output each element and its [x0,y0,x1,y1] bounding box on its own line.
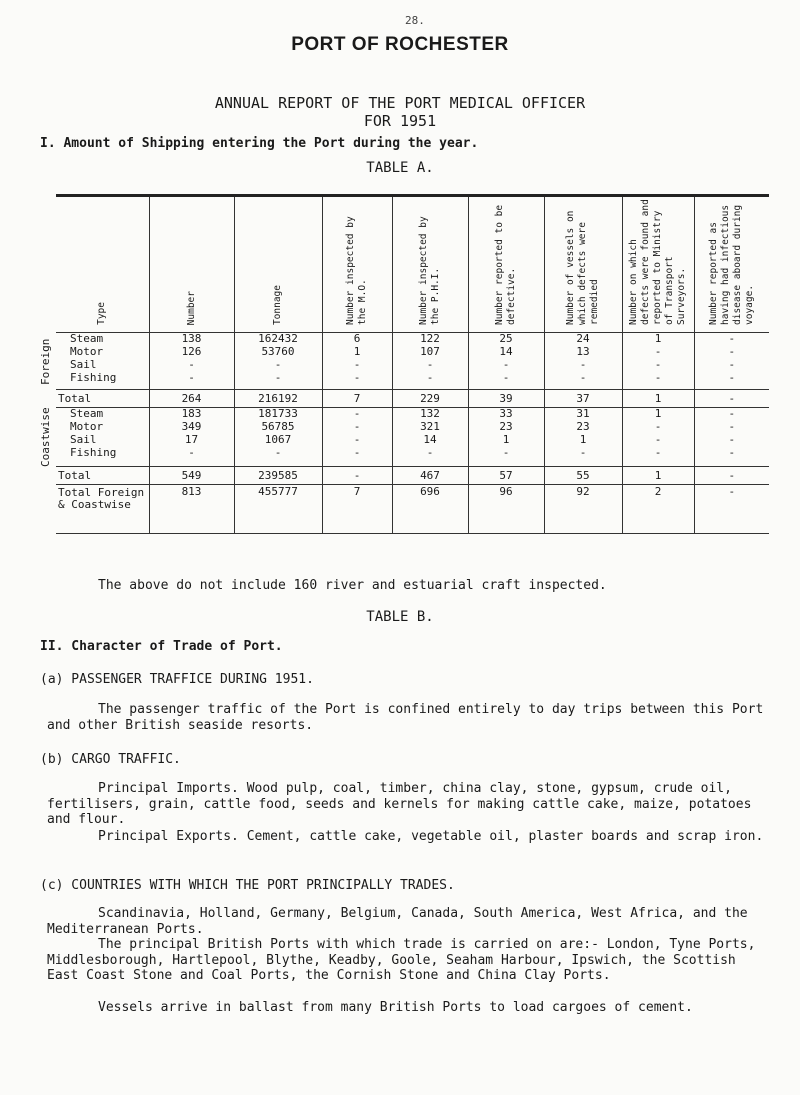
countries-text: Scandinavia, Holland, Germany, Belgium, Canada, South America, West Africa, and the Mediterranean Ports. [47,906,748,937]
foreign-defective-cell: 25 14 - - [468,333,544,390]
coastwise-ministry-cell: 1 - - - [622,408,694,467]
col-header-defective: Number reported to be defective. [468,196,544,333]
col-header-inspected-phi: Number inspected by the P.H.I. [392,196,468,333]
coastwise-defective-cell: 33 23 1 - [468,408,544,467]
cargo-imports: Principal Imports. Wood pulp, coal, timber, china clay, stone, gypsum, crude oil, fertilisers, grain, cattle food, seeds and kernels for making cattle cake, maize, potatoes and flour. [47,781,752,827]
coastwise-remedied-cell: 31 23 1 - [544,408,622,467]
report-title: ANNUAL REPORT OF THE PORT MEDICAL OFFICER [214,94,586,112]
page-number: 28. [405,14,425,27]
col-header-tonnage: Tonnage [234,196,322,333]
coastwise-infectious-cell: - - - - [694,408,769,467]
coastwise-phi-cell: 132 321 14 - [392,408,468,467]
passenger-heading: (a) PASSENGER TRAFFICE DURING 1951. [40,672,314,687]
foreign-infectious-cell: - - - - [694,333,769,390]
coastwise-total-row: Total 549 239585 - 467 57 55 1 - [56,467,769,485]
foreign-remedied-cell: 24 13 - - [544,333,622,390]
report-year: FOR 1951 [363,112,437,130]
countries-heading: (c) COUNTRIES WITH WHICH THE PORT PRINCIPALLY TRADES. [40,878,455,893]
col-header-inspected-mo: Number inspected by the M.O. [322,196,392,333]
section-2-heading: II. Character of Trade of Port. [40,639,283,654]
col-header-infectious: Number reported as having had infectious disease aboard during voyage. [694,196,769,333]
foreign-group-label: Foreign [39,338,52,386]
foreign-phi-cell: 122 107 - - [392,333,468,390]
coastwise-group-label: Coastwise [39,407,52,467]
foreign-type-cell: Foreign Steam Motor Sail Fishing [39,332,117,386]
coastwise-tonnage-cell: 181733 56785 1067 - [234,408,322,467]
coastwise-group-rows [56,408,769,467]
foreign-total-row: Total 264 216192 7 229 39 37 1 - [56,390,769,408]
foreign-mo-cell: 6 1 - - [322,333,392,390]
coastwise-type-cell: Coastwise Steam Motor Sail Fishing [39,407,117,467]
coastwise-number-cell: 183 349 17 - [149,408,234,467]
col-header-type: Type [56,196,149,333]
col-header-remedied: Number of vessels on which defects were remedied [544,196,622,333]
cargo-heading: (b) CARGO TRAFFIC. [40,752,181,767]
passenger-text: The passenger traffic of the Port is confined entirely to day trips between this Port and other British seaside resorts. [47,702,764,733]
foreign-ministry-cell: 1 - - - [622,333,694,390]
section-1-heading: I. Amount of Shipping entering the Port during the year. [40,136,479,151]
coastwise-mo-cell: - - - - [322,408,392,467]
ballast-text: Vessels arrive in ballast from many British Ports to load cargoes of cement. [98,1000,693,1015]
port-title: PORT OF ROCHESTER [291,34,509,55]
table-a-title: TABLE A. [366,160,434,176]
foreign-group-rows [56,333,769,390]
col-header-reported-ministry: Number on which defects were found and reported to Ministry of Transport Surveyors. [622,196,694,333]
ports-text: The principal British Ports with which trade is carried on are:- London, Tyne Ports, Middlesborough, Hartlepool, Blythe, Keadby, Goole, Seaham Harbour, Ipswich, the Scottish East Coast Stone and Coal Ports, the Cornish Stone and China Clay Ports. [47,937,756,983]
col-header-number: Number [149,196,234,333]
foreign-tonnage-cell: 162432 53760 - - [234,333,322,390]
cargo-exports: Principal Exports. Cement, cattle cake, vegetable oil, plaster boards and scrap iron. [98,829,764,844]
table-a-note: The above do not include 160 river and estuarial craft inspected. [98,578,607,593]
foreign-number-cell: 138 126 - - [149,333,234,390]
grand-total-row: Total Foreign & Coastwise 813 455777 7 696 96 92 2 - [56,485,769,534]
table-header-row [56,196,769,333]
shipping-table [39,194,769,534]
table-b-title: TABLE B. [366,609,434,625]
